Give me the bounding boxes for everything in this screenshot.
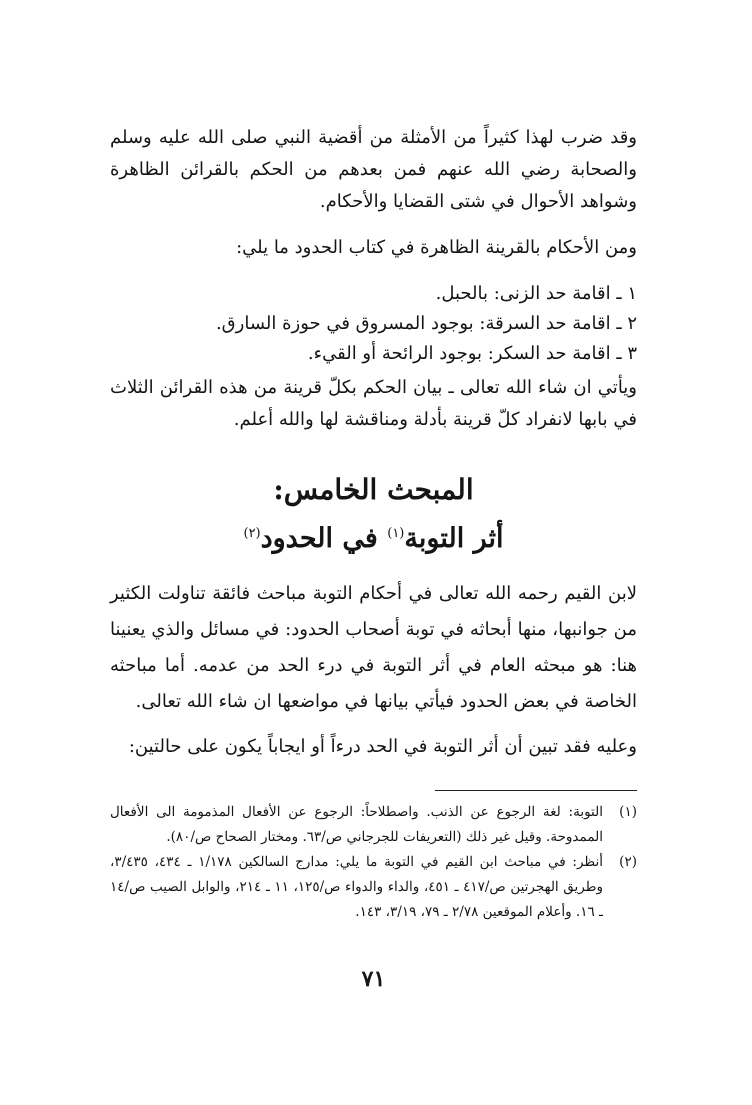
footnote-text: أنظر: في مباحث ابن القيم في التوبة ما يلي: مدارج السالكين ١/١٧٨ ـ ٤٣٤، ٣/٤٣٥، وطريق الهجرتين ص/٤١٧ ـ ٤٥١، والداء والدواء ص/١٢٥، ١١ ـ ٢١٤، والوابل الصيب ص/١٤ ـ ١٦. وأعلام الموقعين ٢/٧٨ ـ ٧٩، ٣/١٩، ١٤٣. [110,854,603,920]
footnotes [110,800,637,925]
list-item: ٣ ـ اقامة حد السكر: بوجود الرائحة أو القيء. [307,343,637,364]
footnote-2 [110,850,637,925]
footnote-reference-1[interactable]: (١) [387,526,405,541]
footnote-1 [110,800,637,850]
subtitle-part-1: أثر التوبة [404,523,504,554]
section-title: المبحث الخامس: [273,473,474,506]
subtitle-part-2: في الحدود [260,523,388,554]
footnote-number: (١) [619,804,637,820]
intro-paragraph: وقد ضرب لهذا كثيراً من الأمثلة من أقضية النبي صلى الله عليه وسلم والصحابة رضي الله عنهم فمن بعدهم من الحكم بالقرائن الظاهرة وشواهد الأحوال في شتى القضايا والأحكام. [110,127,637,212]
list-item: ٢ ـ اقامة حد السرقة: بوجود المسروق في حوزة السارق. [215,313,637,334]
list-item: ١ ـ اقامة حد الزنى: بالحبل. [435,283,637,304]
footnote-divider [435,790,637,791]
rulings-lead-paragraph: ومن الأحكام بالقرينة الظاهرة في كتاب الحدود ما يلي: [236,237,637,258]
footnote-text: التوبة: لغة الرجوع عن الذنب. واصطلاحاً: الرجوع عن الأفعال المذمومة الى الأفعال الممدوحة. وقيل غير ذلك (التعريفات للجرجاني ص/٦٣. ومختار الصحاح ص/٨٠). [110,804,603,845]
conclusion-paragraph: وعليه فقد تبين أن أثر التوبة في الحد درءاً أو ايجاباً يكون على حالتين: [128,736,637,757]
page-number: ٧١ [361,966,386,992]
mention-paragraph: ويأتي ان شاء الله تعالى ـ بيان الحكم بكلّ قرينة من هذه القرائن الثلاث في بابها لانفراد كلّ قرينة بأدلة ومناقشة لها والله أعلم. [110,377,637,430]
ibn-qayyim-paragraph: لابن القيم رحمه الله تعالى في أحكام التوبة مباحث فائقة تناولت الكثير من جوانبها، منها أبحاثه في توبة أصحاب الحدود: في مسائل والذي يعنينا هنا: هو مبحثه العام في أثر التوبة في درء الحد من عدمه. أما مباحثه الخاصة في بعض الحدود فيأتي بيانها في مواضعها ان شاء الله تعالى. [110,583,637,712]
section-subtitle [110,519,637,559]
footnote-number: (٢) [619,854,637,870]
footnote-reference-2[interactable]: (٢) [243,526,261,541]
rulings-list [110,279,637,369]
